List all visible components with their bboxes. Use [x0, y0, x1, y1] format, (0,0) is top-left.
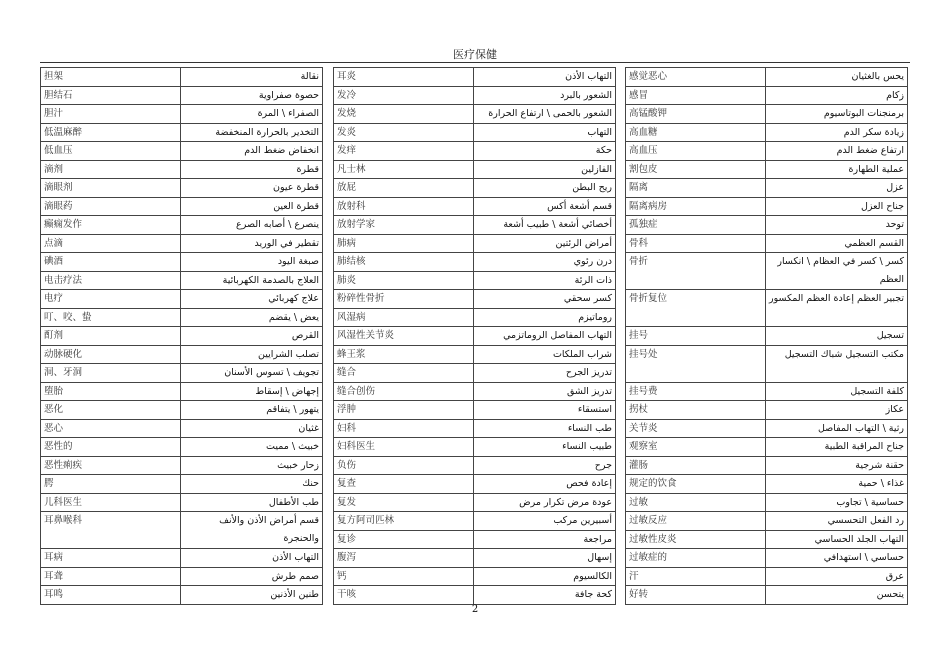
- chinese-term: 耳病: [41, 549, 181, 568]
- arabic-translation: كسر \ كسر في العظام \ انكسار العظم: [766, 253, 908, 290]
- arabic-translation: عملية الطهارة: [766, 160, 908, 179]
- arabic-translation: حصوة صفراوية: [181, 86, 323, 105]
- arabic-translation: تدريز الشق: [474, 382, 616, 401]
- chinese-term: 放射科: [334, 197, 474, 216]
- arabic-translation: توحد: [766, 216, 908, 235]
- chinese-term: 骨折: [626, 253, 766, 290]
- table-row: [41, 456, 323, 475]
- chinese-term: 隔离病房: [626, 197, 766, 216]
- arabic-translation: التهاب الأذن: [181, 549, 323, 568]
- arabic-translation: ارتفاع ضغط الدم: [766, 142, 908, 161]
- arabic-translation: يتحسن: [766, 586, 908, 605]
- arabic-translation: الفازلين: [474, 160, 616, 179]
- chinese-term: 过敏症的: [626, 549, 766, 568]
- table-row: [334, 512, 616, 531]
- arabic-translation: برمنجنات البوتاسيوم: [766, 105, 908, 124]
- table-row: [334, 68, 616, 87]
- table-row: [334, 345, 616, 364]
- arabic-translation: حنك: [181, 475, 323, 494]
- arabic-translation: شراب الملكات: [474, 345, 616, 364]
- chinese-term: 高血糖: [626, 123, 766, 142]
- chinese-term: 放射学家: [334, 216, 474, 235]
- table-row: [41, 364, 323, 383]
- arabic-translation: زكام: [766, 86, 908, 105]
- glossary-table-1: [40, 67, 323, 605]
- arabic-translation: التهاب المفاصل الروماتزمي: [474, 327, 616, 346]
- arabic-translation: استسقاء: [474, 401, 616, 420]
- arabic-translation: طب النساء: [474, 419, 616, 438]
- table-row: [334, 382, 616, 401]
- table-row: [334, 401, 616, 420]
- arabic-translation: طب الأطفال: [181, 493, 323, 512]
- arabic-translation: إعادة فحص: [474, 475, 616, 494]
- chinese-term: 耳聋: [41, 567, 181, 586]
- arabic-translation: نقالة: [181, 68, 323, 87]
- arabic-translation: حساسي \ استهدافي: [766, 549, 908, 568]
- table-row: [41, 234, 323, 253]
- chinese-term: 酊剂: [41, 327, 181, 346]
- glossary-table-2: [333, 67, 616, 605]
- chinese-term: 点滴: [41, 234, 181, 253]
- chinese-term: 过敏: [626, 493, 766, 512]
- chinese-term: 高血压: [626, 142, 766, 161]
- arabic-translation: إسهال: [474, 549, 616, 568]
- chinese-term: 挂号费: [626, 382, 766, 401]
- table-row: [626, 493, 908, 512]
- arabic-translation: ينصرع \ أصابه الصرع: [181, 216, 323, 235]
- arabic-translation: إجهاض \ إسقاط: [181, 382, 323, 401]
- arabic-translation: الكالسيوم: [474, 567, 616, 586]
- arabic-translation: أمراض الرئتين: [474, 234, 616, 253]
- arabic-translation: حقنة شرجية: [766, 456, 908, 475]
- chinese-term: 浮肿: [334, 401, 474, 420]
- arabic-translation: الشعور بالحمى \ ارتفاع الحرارة: [474, 105, 616, 124]
- arabic-translation: مراجعة: [474, 530, 616, 549]
- chinese-term: 发烧: [334, 105, 474, 124]
- arabic-translation: قسم أشعة أكس: [474, 197, 616, 216]
- table-row: [41, 123, 323, 142]
- arabic-translation: تقطير في الوريد: [181, 234, 323, 253]
- table-row: [626, 216, 908, 235]
- arabic-translation: الشعور بالبرد: [474, 86, 616, 105]
- table-row: [626, 86, 908, 105]
- arabic-translation: مكتب التسجيل شباك التسجيل: [766, 345, 908, 382]
- arabic-translation: التهاب الأذن: [474, 68, 616, 87]
- table-row: [626, 197, 908, 216]
- arabic-translation: ذات الرئة: [474, 271, 616, 290]
- arabic-translation: جناح المراقبة الطبية: [766, 438, 908, 457]
- arabic-translation: عرق: [766, 567, 908, 586]
- chinese-term: 滴眼药: [41, 197, 181, 216]
- arabic-translation: قطرة: [181, 160, 323, 179]
- arabic-translation: ريح البطن: [474, 179, 616, 198]
- table-row: [334, 234, 616, 253]
- arabic-translation: صبغة اليود: [181, 253, 323, 272]
- table-row: [626, 253, 908, 290]
- chinese-term: 发痒: [334, 142, 474, 161]
- arabic-translation: يتهور \ يتفاقم: [181, 401, 323, 420]
- table-row: [41, 290, 323, 309]
- arabic-translation: حساسية \ تجاوب: [766, 493, 908, 512]
- chinese-term: 恶性痢疾: [41, 456, 181, 475]
- table-row: [41, 475, 323, 494]
- table-row: [41, 216, 323, 235]
- table-row: [626, 438, 908, 457]
- chinese-term: 规定的饮食: [626, 475, 766, 494]
- chinese-term: 低温麻醉: [41, 123, 181, 142]
- chinese-term: 干咳: [334, 586, 474, 605]
- chinese-term: 复查: [334, 475, 474, 494]
- arabic-translation: قسم أمراض الأذن والأنف والحنجرة: [181, 512, 323, 549]
- arabic-translation: الصفراء \ المرة: [181, 105, 323, 124]
- chinese-term: 过敏反应: [626, 512, 766, 531]
- arabic-translation: التهاب: [474, 123, 616, 142]
- table-row: [626, 382, 908, 401]
- chinese-term: 妇科: [334, 419, 474, 438]
- chinese-term: 耳鸣: [41, 586, 181, 605]
- chinese-term: 隔离: [626, 179, 766, 198]
- chinese-term: 过敏性皮炎: [626, 530, 766, 549]
- table-row: [334, 327, 616, 346]
- arabic-translation: تجويف \ تسوس الأسنان: [181, 364, 323, 383]
- chinese-term: 肺结核: [334, 253, 474, 272]
- table-row: [334, 123, 616, 142]
- chinese-term: 挂号处: [626, 345, 766, 382]
- table-row: [626, 327, 908, 346]
- table-row: [626, 530, 908, 549]
- table-row: [334, 438, 616, 457]
- arabic-translation: العلاج بالصدمة الكهربائية: [181, 271, 323, 290]
- table-row: [626, 68, 908, 87]
- table-row: [334, 253, 616, 272]
- chinese-term: 电击疗法: [41, 271, 181, 290]
- table-row: [626, 567, 908, 586]
- table-row: [41, 253, 323, 272]
- chinese-term: 放屁: [334, 179, 474, 198]
- chinese-term: 孤独症: [626, 216, 766, 235]
- table-row: [334, 86, 616, 105]
- chinese-term: 观察室: [626, 438, 766, 457]
- chinese-term: 感冒: [626, 86, 766, 105]
- arabic-translation: غثيان: [181, 419, 323, 438]
- table-row: [334, 142, 616, 161]
- table-row: [41, 401, 323, 420]
- chinese-term: 腹泻: [334, 549, 474, 568]
- chinese-term: 复发: [334, 493, 474, 512]
- table-row: [626, 142, 908, 161]
- chinese-term: 肺炎: [334, 271, 474, 290]
- arabic-translation: علاج كهربائي: [181, 290, 323, 309]
- arabic-translation: عودة مرض تكرار مرض: [474, 493, 616, 512]
- table-row: [41, 512, 323, 549]
- arabic-translation: صمم طرش: [181, 567, 323, 586]
- table-row: [41, 160, 323, 179]
- chinese-term: 骨科: [626, 234, 766, 253]
- chinese-term: 耳鼻喉科: [41, 512, 181, 549]
- chinese-term: 负伤: [334, 456, 474, 475]
- table-row: [626, 234, 908, 253]
- table-row: [41, 586, 323, 605]
- arabic-translation: روماتيزم: [474, 308, 616, 327]
- table-row: [626, 549, 908, 568]
- table-row: [334, 456, 616, 475]
- chinese-term: 凡士林: [334, 160, 474, 179]
- arabic-translation: يعض \ يقضم: [181, 308, 323, 327]
- chinese-term: 挂号: [626, 327, 766, 346]
- table-row: [626, 475, 908, 494]
- table-row: [41, 68, 323, 87]
- table-row: [626, 456, 908, 475]
- arabic-translation: جناح العزل: [766, 197, 908, 216]
- table-row: [334, 290, 616, 309]
- table-row: [626, 160, 908, 179]
- table-row: [334, 530, 616, 549]
- arabic-translation: قطرة العين: [181, 197, 323, 216]
- arabic-translation: عزل: [766, 179, 908, 198]
- table-row: [41, 493, 323, 512]
- table-row: [334, 197, 616, 216]
- chinese-term: 风湿性关节炎: [334, 327, 474, 346]
- table-row: [334, 475, 616, 494]
- table-row: [334, 364, 616, 383]
- arabic-translation: جرح: [474, 456, 616, 475]
- chinese-term: 担架: [41, 68, 181, 87]
- chinese-term: 蜂王浆: [334, 345, 474, 364]
- table-row: [334, 105, 616, 124]
- table-row: [41, 419, 323, 438]
- arabic-translation: رثية \ التهاب المفاصل: [766, 419, 908, 438]
- chinese-term: 发炎: [334, 123, 474, 142]
- chinese-term: 关节炎: [626, 419, 766, 438]
- table-row: [334, 216, 616, 235]
- arabic-translation: عكاز: [766, 401, 908, 420]
- chinese-term: 洞、牙洞: [41, 364, 181, 383]
- table-row: [41, 549, 323, 568]
- table-row: [41, 105, 323, 124]
- chinese-term: 胆结石: [41, 86, 181, 105]
- table-row: [334, 160, 616, 179]
- chinese-term: 碘酒: [41, 253, 181, 272]
- arabic-translation: تجبير العظم إعادة العظم المكسور: [766, 290, 908, 327]
- arabic-translation: كلفة التسجيل: [766, 382, 908, 401]
- chinese-term: 腭: [41, 475, 181, 494]
- table-row: [334, 586, 616, 605]
- table-row: [626, 345, 908, 382]
- chinese-term: 感觉恶心: [626, 68, 766, 87]
- arabic-translation: غذاء \ حمية: [766, 475, 908, 494]
- chinese-term: 恶心: [41, 419, 181, 438]
- chinese-term: 骨折复位: [626, 290, 766, 327]
- chinese-term: 叮、咬、蛰: [41, 308, 181, 327]
- arabic-translation: رد الفعل التحسسي: [766, 512, 908, 531]
- table-row: [626, 401, 908, 420]
- page-header: 医疗保健: [453, 48, 497, 61]
- table-row: [41, 271, 323, 290]
- chinese-term: 耳炎: [334, 68, 474, 87]
- table-row: [41, 382, 323, 401]
- page-number: 2: [471, 604, 479, 615]
- table-row: [626, 419, 908, 438]
- table-row: [334, 419, 616, 438]
- chinese-term: 儿科医生: [41, 493, 181, 512]
- chinese-term: 低血压: [41, 142, 181, 161]
- chinese-term: 拐杖: [626, 401, 766, 420]
- chinese-term: 汗: [626, 567, 766, 586]
- arabic-translation: خبيث \ مميت: [181, 438, 323, 457]
- table-row: [41, 438, 323, 457]
- table-row: [334, 179, 616, 198]
- arabic-translation: القرص: [181, 327, 323, 346]
- arabic-translation: زيادة سكر الدم: [766, 123, 908, 142]
- chinese-term: 胆汁: [41, 105, 181, 124]
- arabic-translation: كحة جافة: [474, 586, 616, 605]
- table-row: [626, 123, 908, 142]
- chinese-term: 复诊: [334, 530, 474, 549]
- table-row: [334, 567, 616, 586]
- arabic-translation: تصلب الشرايين: [181, 345, 323, 364]
- arabic-translation: زحار خبيث: [181, 456, 323, 475]
- table-row: [41, 86, 323, 105]
- arabic-translation: التهاب الجلد الحساسي: [766, 530, 908, 549]
- arabic-translation: حكة: [474, 142, 616, 161]
- table-row: [41, 179, 323, 198]
- table-row: [41, 308, 323, 327]
- arabic-translation: قطرة عيون: [181, 179, 323, 198]
- chinese-term: 缝合: [334, 364, 474, 383]
- chinese-term: 割包皮: [626, 160, 766, 179]
- arabic-translation: طبيب النساء: [474, 438, 616, 457]
- chinese-term: 滴眼剂: [41, 179, 181, 198]
- table-row: [626, 290, 908, 327]
- table-row: [334, 549, 616, 568]
- header-divider: [40, 62, 910, 63]
- arabic-translation: أخصائي أشعة \ طبيب أشعة: [474, 216, 616, 235]
- chinese-term: 复方阿司匹林: [334, 512, 474, 531]
- chinese-term: 高锰酸钾: [626, 105, 766, 124]
- table-row: [334, 493, 616, 512]
- chinese-term: 恶化: [41, 401, 181, 420]
- arabic-translation: التخدير بالحرارة المنخفضة: [181, 123, 323, 142]
- chinese-term: 风湿病: [334, 308, 474, 327]
- arabic-translation: تسجيل: [766, 327, 908, 346]
- arabic-translation: درن رئوي: [474, 253, 616, 272]
- chinese-term: 好转: [626, 586, 766, 605]
- table-row: [41, 142, 323, 161]
- chinese-term: 恶性的: [41, 438, 181, 457]
- chinese-term: 发冷: [334, 86, 474, 105]
- table-row: [41, 327, 323, 346]
- table-row: [626, 105, 908, 124]
- table-row: [334, 308, 616, 327]
- chinese-term: 动脉硬化: [41, 345, 181, 364]
- chinese-term: 钙: [334, 567, 474, 586]
- table-row: [626, 586, 908, 605]
- chinese-term: 粉碎性骨折: [334, 290, 474, 309]
- chinese-term: 灌肠: [626, 456, 766, 475]
- chinese-term: 堕胎: [41, 382, 181, 401]
- glossary-table-3: [625, 67, 908, 605]
- table-row: [41, 197, 323, 216]
- arabic-translation: يحس بالغثيان: [766, 68, 908, 87]
- arabic-translation: كسر سحقي: [474, 290, 616, 309]
- table-row: [334, 271, 616, 290]
- arabic-translation: القسم العظمي: [766, 234, 908, 253]
- chinese-term: 电疗: [41, 290, 181, 309]
- arabic-translation: انخفاض ضغط الدم: [181, 142, 323, 161]
- arabic-translation: تدريز الجرح: [474, 364, 616, 383]
- chinese-term: 缝合创伤: [334, 382, 474, 401]
- chinese-term: 滴剂: [41, 160, 181, 179]
- chinese-term: 肺病: [334, 234, 474, 253]
- arabic-translation: طنين الأذنين: [181, 586, 323, 605]
- chinese-term: 癫痫发作: [41, 216, 181, 235]
- table-row: [41, 567, 323, 586]
- table-row: [626, 179, 908, 198]
- table-row: [41, 345, 323, 364]
- arabic-translation: أسبيرين مركب: [474, 512, 616, 531]
- chinese-term: 妇科医生: [334, 438, 474, 457]
- table-row: [626, 512, 908, 531]
